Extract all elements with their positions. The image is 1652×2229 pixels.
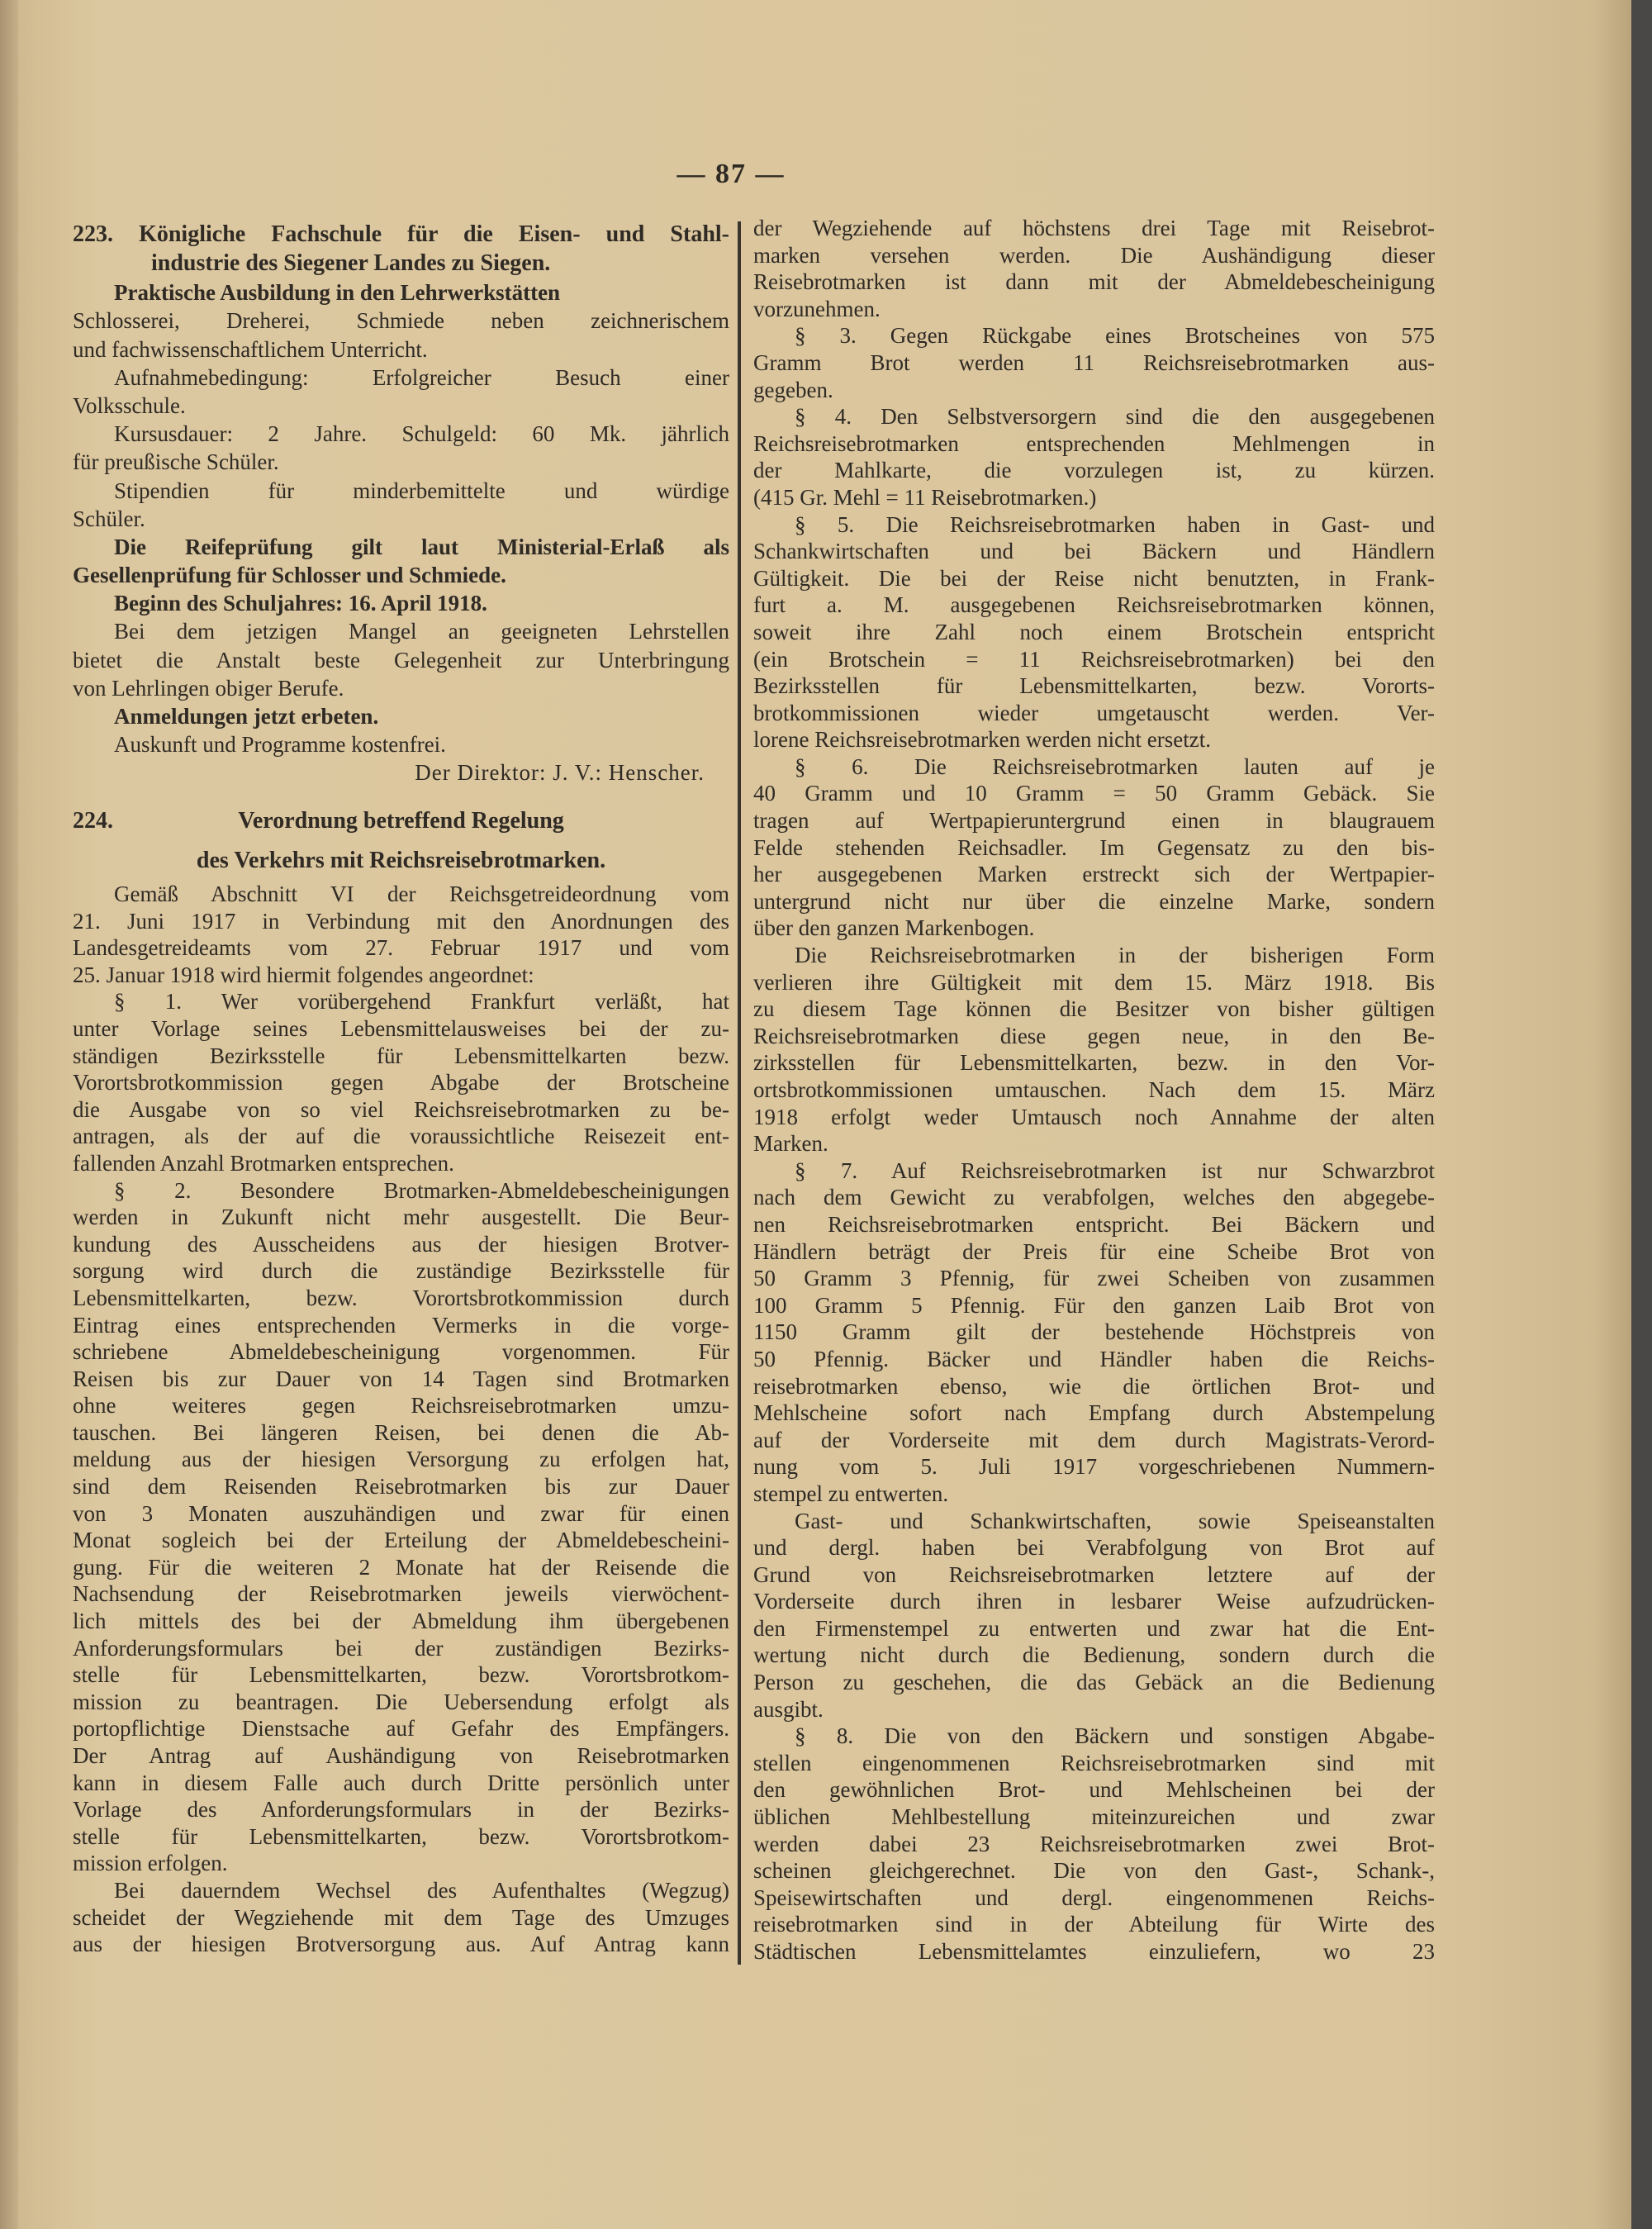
- text-line: lorene Reichsreisebrotmarken werden nicht ersetzt.: [753, 727, 1212, 753]
- text-line: werden in Zukunft nicht mehr ausgestellt. Die Beur-: [73, 1205, 729, 1230]
- text-line: reisebrotmarken sind in der Abteilung für Wirte des: [753, 1912, 1435, 1937]
- text-line: meldung aus der hiesigen Versorgung zu erfolgen hat,: [73, 1447, 729, 1472]
- text-line: der Wegziehende auf höchstens drei Tage mit Reisebrot-: [753, 216, 1435, 240]
- text-line: 50 Pfennig. Bäcker und Händler haben die Reichs-: [753, 1346, 1435, 1371]
- text-line: stellen eingenommenen Reichsreisebrotmarken sind mit: [753, 1750, 1435, 1775]
- text-line: Gemäß Abschnitt VI der Reichsgetreideordnung vom: [114, 882, 729, 906]
- text-line: ohne weiteres gegen Reichsreisebrotmarken umzu-: [73, 1393, 729, 1419]
- text-line: Reichsreisebrotmarken entsprechenden Mehlmengen in: [753, 430, 1435, 456]
- text-line: 25. Januar 1918 wird hiermit folgendes angeordnet:: [73, 962, 534, 987]
- text-line: furt a. M. ausgegebenen Reichsreisebrotmarken können,: [753, 592, 1435, 618]
- text-line: tauschen. Bei längeren Reisen, bei denen die Ab-: [73, 1419, 729, 1445]
- text-line: Stipendien für minderbemittelte und würdige: [114, 478, 729, 503]
- text-line: 40 Gramm und 10 Gramm = 50 Gramm Gebäck. Sie: [753, 781, 1435, 806]
- text-line: stempel zu entwerten.: [753, 1480, 949, 1506]
- section-224-title-line-1: [73, 801, 729, 841]
- text-line: (ein Brotschein = 11 Reichsreisebrotmarken) bei den: [753, 646, 1435, 672]
- text-line: von 3 Monaten auszuhändigen und zwar für einen: [73, 1500, 729, 1526]
- text-line: Marken.: [753, 1131, 828, 1157]
- text-line: untergrund nicht nur über die einzelne Marke, sondern: [753, 888, 1435, 914]
- text-line: marken versehen werden. Die Aushändigung dieser: [753, 242, 1435, 268]
- text-line: nach dem Gewicht zu verabfolgen, welches den abgegebe-: [753, 1185, 1435, 1210]
- text-line: Kursusdauer: 2 Jahre. Schulgeld: 60 Mk. jährlich: [114, 421, 729, 447]
- text-line: § 8. Die von den Bäckern und sonstigen Abgabe-: [795, 1723, 1435, 1749]
- text-line: reisebrotmarken ebenso, wie die örtlichen Brot- und: [753, 1373, 1435, 1399]
- text-line: tragen auf Wertpapieruntergrund einen in blaugrauem: [753, 808, 1435, 834]
- section-224-number: 224.: [73, 808, 113, 834]
- text-line: 1150 Gramm gilt der bestehende Höchstpreis von: [753, 1319, 1435, 1345]
- text-line: portopflichtige Dienstsache auf Gefahr des Empfängers.: [73, 1716, 729, 1742]
- text-line: fallenden Anzahl Brotmarken entsprechen.: [73, 1150, 454, 1176]
- text-line: scheidet der Wegziehende mit dem Tage des Umzuges: [73, 1904, 729, 1930]
- text-line: ausgibt.: [753, 1696, 824, 1722]
- text-line: Der Direktor: J. V.: Henscher.: [415, 760, 705, 786]
- section-224-title: Verordnung betreffend Regelung: [238, 808, 564, 834]
- page-number: — 87 —: [676, 159, 786, 189]
- text-line: Person zu geschehen, die das Gebäck an die Bedienung: [753, 1670, 1435, 1695]
- text-line: zu diesem Tage können die Besitzer von bisher gültigen: [753, 996, 1435, 1022]
- text-line: bietet die Anstalt beste Gelegenheit zur Unterbringung: [73, 647, 729, 673]
- text-line: stelle für Lebensmittelkarten, bezw. Vorortsbrotkom-: [73, 1823, 729, 1849]
- text-line: scheinen gleichgerechnet. Die von den Gast-, Schank-,: [753, 1858, 1435, 1884]
- text-line: Aufnahmebedingung: Erfolgreicher Besuch einer: [114, 364, 729, 390]
- text-line: über den ganzen Markenbogen.: [753, 915, 1035, 941]
- section-224-title-line-2: [73, 841, 729, 881]
- text-line: Reisebrotmarken ist dann mit der Abmeldebescheinigung: [753, 269, 1435, 295]
- text-line: üblichen Mehlbestellung miteinzureichen und zwar: [753, 1804, 1435, 1830]
- text-line: Volksschule.: [73, 392, 186, 418]
- facing-page-edge: [0, 0, 18, 2229]
- text-line: Gesellenprüfung für Schlosser und Schmiede.: [73, 563, 506, 588]
- text-line: Monat sogleich bei der Erteilung der Abmeldebescheini-: [73, 1528, 729, 1553]
- text-line: sind dem Reisenden Reisebrotmarken bis zur Dauer: [73, 1474, 729, 1499]
- text-line: 50 Gramm 3 Pfennig, für zwei Scheiben von zusammen: [753, 1266, 1435, 1291]
- section-223-body: [73, 278, 729, 787]
- text-line: ständigen Bezirksstelle für Lebensmittelkarten bezw.: [73, 1043, 729, 1068]
- text-line: und dergl. haben bei Verabfolgung von Brot auf: [753, 1535, 1435, 1561]
- text-line: gegeben.: [753, 377, 833, 402]
- text-line: Reisen bis zur Dauer von 14 Tagen sind Brotmarken: [73, 1366, 729, 1391]
- text-line: Der Antrag auf Aushändigung von Reisebrotmarken: [73, 1743, 729, 1768]
- text-line: her ausgegebenen Marken erstreckt sich der Wertpapier-: [753, 862, 1435, 887]
- right-column-body: [753, 215, 1435, 1965]
- text-line: Die Reichsreisebrotmarken in der bisherigen Form: [795, 943, 1435, 968]
- text-line: Vorlage des Anforderungsformulars in der Bezirks-: [73, 1797, 729, 1823]
- text-line: schriebene Abmeldebescheinigung vorgenommen. Für: [73, 1339, 729, 1365]
- text-line: Die Reifeprüfung gilt laut Ministerial-Erlaß als: [114, 534, 729, 559]
- text-line: ortsbrotkommissionen umtauschen. Nach dem 15. März: [753, 1077, 1435, 1102]
- text-line: nung vom 5. Juli 1917 vorgeschriebenen Nummern-: [753, 1454, 1435, 1480]
- text-line: unter Vorlage seines Lebensmittelausweises bei der zu-: [73, 1015, 729, 1041]
- text-line: Lebensmittelkarten, bezw. Vorortsbrotkommission durch: [73, 1285, 729, 1310]
- text-line: Bei dauerndem Wechsel des Aufenthaltes (Wegzug): [114, 1877, 729, 1903]
- section-224-body: [73, 881, 729, 1958]
- text-line: für preußische Schüler.: [73, 449, 279, 475]
- text-line: Grund von Reichsreisebrotmarken letztere auf der: [753, 1561, 1435, 1587]
- text-line: und fachwissenschaftlichem Unterricht.: [73, 336, 428, 362]
- text-line: Gültigkeit. Die bei der Reise nicht benutzten, in Frank-: [753, 565, 1435, 591]
- text-line: nen Reichsreisebrotmarken entspricht. Bei Bäckern und: [753, 1211, 1435, 1237]
- book-cover-edge: [1631, 0, 1652, 2229]
- text-line: Mehlscheine sofort nach Empfang durch Abstempelung: [753, 1400, 1435, 1426]
- text-line: von Lehrlingen obiger Berufe.: [73, 675, 344, 701]
- text-line: § 4. Den Selbstversorgern sind die den ausgegebenen: [795, 404, 1435, 430]
- text-line: Gramm Brot werden 11 Reichsreisebrotmarken aus-: [753, 349, 1435, 375]
- text-line: brotkommissionen wieder umgetauscht werden. Ver-: [753, 700, 1435, 725]
- text-line: Anforderungsformulars bei der zuständigen Bezirks-: [73, 1635, 729, 1661]
- text-line: 100 Gramm 5 Pfennig. Für den ganzen Laib Brot von: [753, 1292, 1435, 1318]
- text-line: gung. Für die weiteren 2 Monate hat der Reisende die: [73, 1554, 729, 1580]
- text-line: aus der hiesigen Brotversorgung aus. Auf Antrag kann: [73, 1932, 729, 1957]
- text-line: (415 Gr. Mehl = 11 Reisebrotmarken.): [753, 484, 1097, 510]
- text-line: den Firmenstempel zu entwerten und zwar hat die Ent-: [753, 1615, 1435, 1641]
- text-line: Landesgetreideamts vom 27. Februar 1917 und vom: [73, 935, 729, 961]
- text-line: § 1. Wer vorübergehend Frankfurt verläßt, hat: [114, 989, 729, 1015]
- text-line: den gewöhnlichen Brot- und Mehlscheinen bei der: [753, 1777, 1435, 1803]
- text-line: 21. Juni 1917 in Verbindung mit den Anordnungen des: [73, 908, 729, 934]
- right-column: [753, 215, 1435, 1965]
- text-line: Beginn des Schuljahres: 16. April 1918.: [114, 591, 487, 616]
- text-line: Felde stehenden Reichsadler. Im Gegensatz zu den bis-: [753, 834, 1435, 860]
- text-line: der Mahlkarte, die vorzulegen ist, zu kürzen.: [753, 458, 1435, 483]
- text-line: kann in diesem Falle auch durch Dritte persönlich unter: [73, 1770, 729, 1795]
- text-line: die Ausgabe von so viel Reichsreisebrotmarken zu be-: [73, 1096, 729, 1122]
- text-line: Schlosserei, Dreherei, Schmiede neben zeichnerischem: [73, 308, 729, 334]
- text-line: Anmeldungen jetzt erbeten.: [114, 704, 379, 729]
- column-divider: [738, 221, 741, 1965]
- text-line: Speisewirtschaften und dergl. eingenommenen Reichs-: [753, 1884, 1435, 1910]
- text-line: § 5. Die Reichsreisebrotmarken haben in Gast- und: [795, 511, 1435, 537]
- section-224: [73, 801, 729, 1958]
- text-line: Händlern beträgt der Preis für eine Scheibe Brot von: [753, 1238, 1435, 1264]
- text-line: Praktische Ausbildung in den Lehrwerkstätten: [114, 280, 561, 306]
- section-223-title-line-2: industrie des Siegener Landes zu Siegen.: [151, 250, 551, 277]
- text-line: § 6. Die Reichsreisebrotmarken lauten auf je: [795, 753, 1435, 779]
- text-line: Schankwirtschaften und bei Bäckern und Händlern: [753, 539, 1435, 564]
- text-line: vorzunehmen.: [753, 296, 881, 321]
- text-line: stelle für Lebensmittelkarten, bezw. Vorortsbrotkom-: [73, 1662, 729, 1688]
- text-line: soweit ihre Zahl noch einem Brotschein entspricht: [753, 619, 1435, 644]
- text-line: antragen, als der auf die voraussichtliche Reisezeit ent-: [73, 1124, 729, 1149]
- text-line: auf der Vorderseite mit dem durch Magistrats-Verord-: [753, 1427, 1435, 1452]
- text-line: Gast- und Schankwirtschaften, sowie Speiseanstalten: [795, 1508, 1435, 1533]
- text-line: lich mittels des bei der Abmeldung ihm übergebenen: [73, 1609, 729, 1634]
- text-line: kundung des Ausscheidens aus der hiesigen Brotver-: [73, 1231, 729, 1257]
- text-line: verlieren ihre Gültigkeit mit dem 15. März 1918. Bis: [753, 969, 1435, 995]
- section-223-title-line-1: 223. Königliche Fachschule für die Eisen- und Stahl-: [73, 221, 729, 247]
- text-line: zirksstellen für Lebensmittelkarten, bezw. in den Vor-: [753, 1050, 1435, 1076]
- text-line: Schüler.: [73, 506, 145, 531]
- text-line: Vorortsbrotkommission gegen Abgabe der Brotscheine: [73, 1070, 729, 1095]
- section-224-subtitle: des Verkehrs mit Reichsreisebrotmarken.: [196, 848, 606, 873]
- text-line: § 2. Besondere Brotmarken-Abmeldebescheinigungen: [114, 1177, 729, 1203]
- text-line: Städtischen Lebensmittelamtes einzuliefern, wo 23: [753, 1939, 1435, 1964]
- text-line: wertung nicht durch die Bedienung, sondern durch die: [753, 1642, 1435, 1668]
- text-line: Eintrag eines entsprechenden Vermerks in die vorge-: [73, 1312, 729, 1338]
- text-line: Reichsreisebrotmarken diese gegen neue, in den Be-: [753, 1023, 1435, 1048]
- text-line: mission erfolgen.: [73, 1851, 228, 1876]
- text-line: Auskunft und Programme kostenfrei.: [114, 732, 446, 758]
- text-line: Vorderseite durch ihren in lesbarer Weise aufzudrücken-: [753, 1589, 1435, 1614]
- text-line: sorgung wird durch die zuständige Bezirksstelle für: [73, 1258, 729, 1284]
- text-line: 1918 erfolgt weder Umtausch noch Annahme der alten: [753, 1104, 1435, 1129]
- section-223: [73, 221, 729, 787]
- text-line: Bezirksstellen für Lebensmittelkarten, bezw. Vororts-: [753, 673, 1435, 699]
- text-line: Nachsendung der Reisebrotmarken jeweils vierwöchent-: [73, 1581, 729, 1607]
- text-line: Bei dem jetzigen Mangel an geeigneten Lehrstellen: [114, 619, 729, 644]
- text-line: § 3. Gegen Rückgabe eines Brotscheines von 575: [795, 323, 1435, 349]
- text-line: § 7. Auf Reichsreisebrotmarken ist nur Schwarzbrot: [795, 1157, 1435, 1183]
- text-line: mission zu beantragen. Die Uebersendung erfolgt als: [73, 1689, 729, 1714]
- text-line: werden dabei 23 Reichsreisebrotmarken zwei Brot-: [753, 1831, 1435, 1856]
